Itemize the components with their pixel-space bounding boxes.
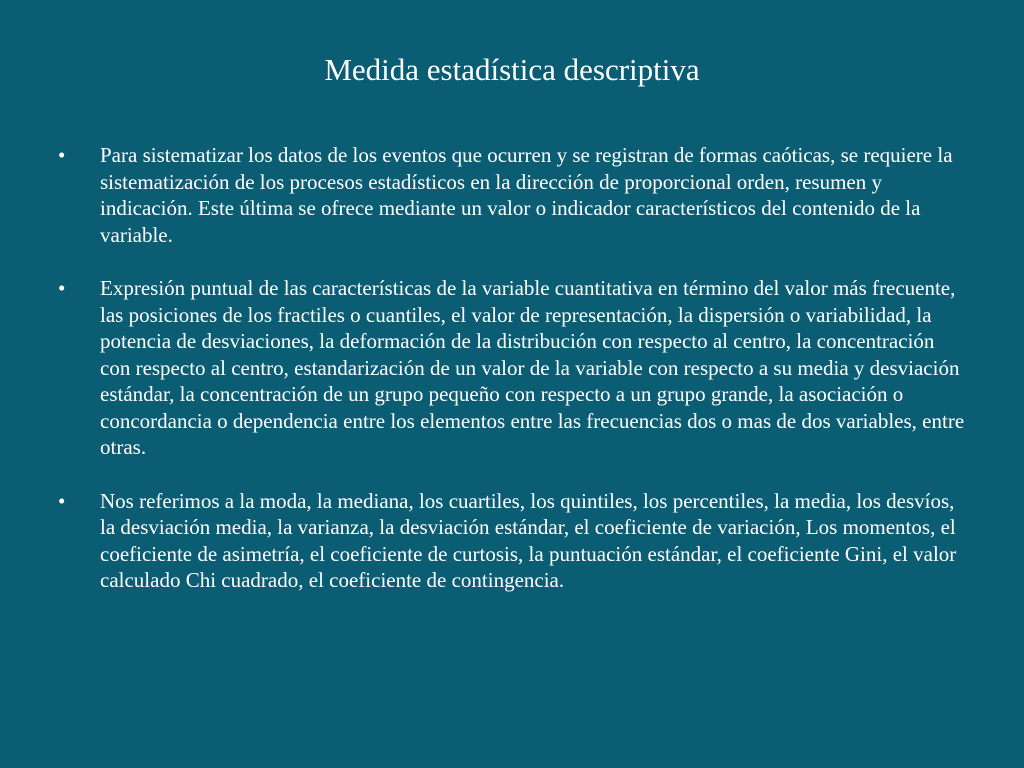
slide-title: Medida estadística descriptiva: [324, 52, 700, 87]
bullet-icon: •: [58, 488, 66, 513]
bullet-icon: •: [58, 276, 66, 300]
bullet-item-3: [58, 488, 968, 594]
bullet-text-1: Para sistematizar los datos de los eventos que ocurren y se registran de formas caóticas, se requiere la sistematización de los procesos estadísticos en la dirección de proporcional orden, resumen y indicación. Este última se ofrece mediante un valor o indicador característicos del contenido de la variable.: [100, 143, 953, 247]
bullet-text-2: Expresión puntual de las características de la variable cuantitativa en término del valor más frecuente, las posiciones de los fractiles o cuantiles, el valor de representación, la dispersión o variabilidad, la potencia de desviaciones, la deformación de la distribución con respecto al centro, la concentración con respecto al centro, estandarización de un valor de la variable con respecto a su media y desviación estándar, la concentración de un grupo pequeño con respecto a un grupo grande, la asociación o concordancia o dependencia entre los elementos entre las frecuencias dos o mas de dos variables, entre otras.: [100, 276, 965, 459]
bullet-icon: •: [58, 143, 66, 167]
bullet-text-3: Nos referimos a la moda, la mediana, los cuartiles, los quintiles, los percentiles, la media, los desvíos, la desviación media, la varianza, la desviación estándar, el coeficiente de variación, Los momentos, el coeficiente de asimetría, el coeficiente de curtosis, la puntuación estándar, el coeficiente Gini, el valor calculado Chi cuadrado, el coeficiente de contingencia.: [100, 488, 957, 592]
bullet-item-1: [58, 142, 968, 248]
bullet-item-2: [58, 275, 968, 461]
bullet-list: [58, 142, 968, 621]
